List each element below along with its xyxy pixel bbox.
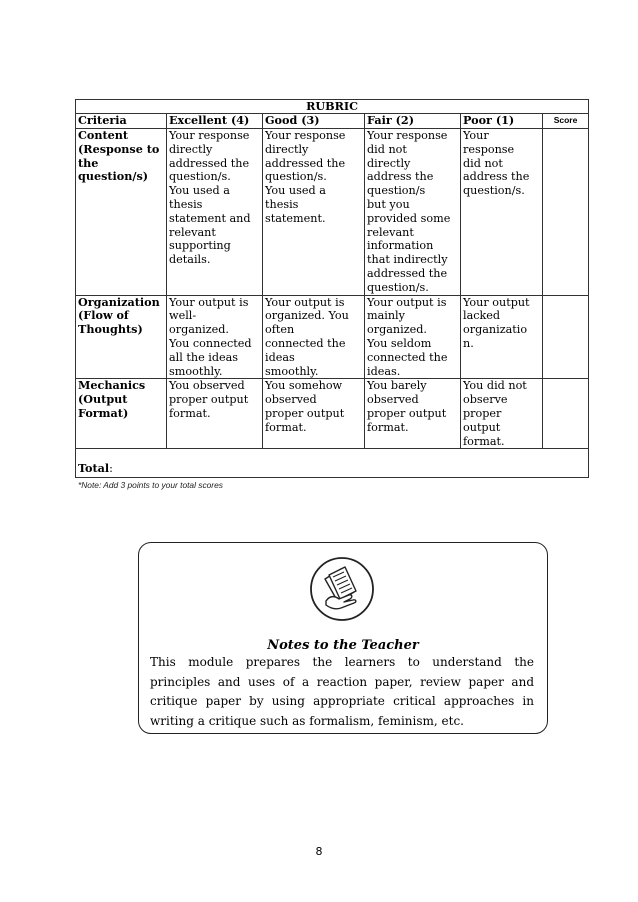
cell-line: smoothly.: [265, 364, 319, 378]
cell-line: connected the: [265, 336, 346, 350]
cell-line: did not: [367, 142, 407, 156]
cell-line: mainly: [367, 309, 405, 323]
cell-line: observed: [367, 393, 419, 407]
teacher-notes-title: Notes to the Teacher: [267, 638, 419, 653]
rubric-row: [76, 295, 589, 379]
cell-line: lacked: [463, 309, 501, 323]
cell-line: addressed the: [367, 266, 448, 280]
cell-line: information: [367, 239, 434, 253]
cell-line: connected the: [367, 350, 448, 364]
cell-line: n.: [463, 336, 474, 350]
cell-line: format.: [265, 420, 307, 434]
cell-excellent: [167, 379, 263, 449]
cell-line: thesis: [169, 197, 203, 211]
cell-criteria: [76, 379, 167, 449]
cell-line: format.: [169, 406, 211, 420]
cell-line: You barely: [367, 379, 427, 393]
cell-line: Your output is: [169, 295, 249, 309]
header-criteria: Criteria: [76, 114, 167, 129]
rubric-table: [75, 99, 589, 478]
cell-line: address the: [463, 170, 530, 184]
cell-line: proper output: [169, 393, 249, 407]
cell-line: Your response: [367, 129, 448, 142]
cell-fair: [365, 129, 461, 296]
header-score: Score: [543, 114, 589, 129]
teacher-notes-box: [138, 542, 548, 734]
cell-line: organized.: [169, 323, 229, 337]
cell-line: You used a: [265, 184, 326, 198]
cell-line: Thoughts): [78, 322, 143, 337]
rubric-row: [76, 379, 589, 449]
header-fair: Fair (2): [365, 114, 461, 129]
cell-poor: [461, 379, 543, 449]
cell-line: ideas.: [367, 364, 401, 378]
cell-line: observed: [265, 393, 317, 407]
cell-line: that indirectly: [367, 253, 448, 267]
cell-line: proper: [463, 406, 502, 420]
cell-line: addressed the: [169, 156, 250, 170]
cell-line: addressed the: [265, 156, 346, 170]
cell-line: (Output: [78, 392, 128, 407]
cell-line: statement and: [169, 211, 251, 225]
cell-score: [543, 295, 589, 379]
cell-line: organized. You: [265, 309, 349, 323]
cell-line: Your response: [265, 129, 346, 142]
cell-line: address the: [367, 170, 434, 184]
cell-excellent: [167, 129, 263, 296]
cell-line: details.: [169, 253, 211, 267]
total-cell: [76, 449, 589, 478]
cell-line: often: [265, 323, 295, 337]
papers-in-hand-icon: [308, 555, 376, 623]
cell-line: observe: [463, 393, 508, 407]
cell-line: format.: [463, 434, 505, 448]
cell-line: format.: [367, 420, 409, 434]
cell-line: relevant: [367, 225, 414, 239]
teacher-notes-body: This module prepares the learners to understand the principles and uses of a reaction paper, review paper and critique paper by using appropriate critical approaches in writing a critique such as formalism, feminism, etc.: [150, 655, 534, 728]
cell-score: [543, 379, 589, 449]
cell-line: question/s.: [265, 170, 327, 184]
cell-line: You did not: [463, 379, 527, 393]
rubric-title: RUBRIC: [76, 100, 589, 114]
rubric-row: [76, 129, 589, 296]
scoring-note: *Note: Add 3 points to your total scores: [78, 480, 223, 490]
cell-line: question/s.: [463, 184, 525, 198]
cell-good: [263, 379, 365, 449]
header-excellent: Excellent (4): [167, 114, 263, 129]
header-good: Good (3): [263, 114, 365, 129]
cell-line: did not: [463, 156, 503, 170]
cell-line: well-: [169, 309, 197, 323]
cell-line: thesis: [265, 197, 299, 211]
cell-line: You observed: [169, 379, 245, 393]
cell-line: ideas: [265, 350, 295, 364]
cell-line: provided some: [367, 211, 451, 225]
cell-poor: [461, 295, 543, 379]
total-label: Total: [78, 460, 110, 475]
cell-criteria: [76, 129, 167, 296]
cell-line: Mechanics: [78, 378, 146, 393]
cell-line: (Flow of: [78, 308, 129, 323]
cell-line: Your: [463, 129, 489, 142]
cell-good: [263, 129, 365, 296]
cell-line: directly: [169, 142, 213, 156]
page-number: 8: [315, 845, 323, 858]
cell-line: Content: [78, 128, 129, 142]
cell-excellent: [167, 295, 263, 379]
cell-line: directly: [265, 142, 309, 156]
cell-line: supporting: [169, 239, 231, 253]
cell-line: Your output is: [265, 295, 345, 309]
cell-line: output: [463, 420, 501, 434]
cell-line: proper output: [367, 406, 447, 420]
cell-fair: [365, 379, 461, 449]
cell-line: organized.: [367, 323, 427, 337]
cell-line: smoothly.: [169, 364, 223, 378]
cell-line: You used a: [169, 184, 230, 198]
cell-line: Your output: [463, 295, 530, 309]
cell-line: relevant: [169, 225, 216, 239]
cell-line: statement.: [265, 211, 326, 225]
cell-line: question/s.: [367, 280, 429, 294]
cell-line: You seldom: [367, 336, 432, 350]
header-poor: Poor (1): [461, 114, 543, 129]
cell-line: response: [463, 142, 515, 156]
cell-line: question/s: [367, 184, 426, 198]
cell-line: the: [78, 155, 99, 170]
cell-criteria: [76, 295, 167, 379]
cell-line: Your output is: [367, 295, 447, 309]
cell-fair: [365, 295, 461, 379]
cell-line: Organization: [78, 294, 160, 309]
cell-line: Format): [78, 405, 129, 420]
cell-line: directly: [367, 156, 411, 170]
cell-line: proper output: [265, 406, 345, 420]
cell-line: You somehow: [265, 379, 343, 393]
cell-line: You connected: [169, 336, 252, 350]
cell-line: all the ideas: [169, 350, 239, 364]
cell-line: question/s.: [169, 170, 231, 184]
total-colon: :: [109, 461, 113, 475]
cell-line: question/s): [78, 169, 149, 184]
cell-score: [543, 129, 589, 296]
cell-line: but you: [367, 197, 410, 211]
cell-line: organizatio: [463, 323, 528, 337]
cell-poor: [461, 129, 543, 296]
cell-good: [263, 295, 365, 379]
cell-line: (Response to: [78, 141, 160, 156]
cell-line: Your response: [169, 129, 250, 142]
